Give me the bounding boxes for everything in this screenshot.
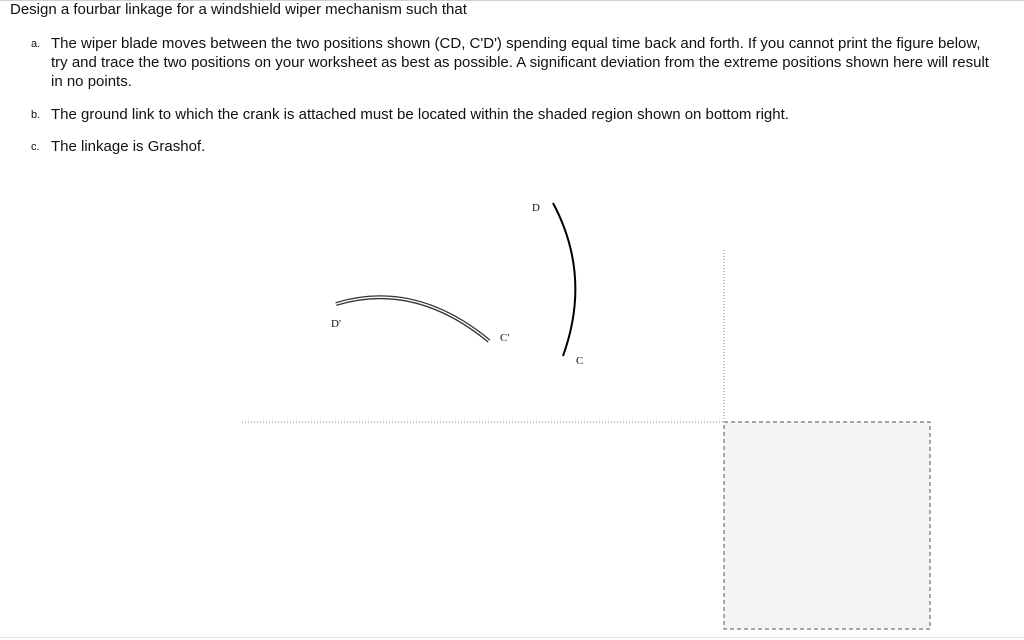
item-text-c: The linkage is Grashof. <box>51 138 206 155</box>
item-marker-c: c. <box>31 141 40 153</box>
label-d-prime: D' <box>331 318 341 330</box>
shaded-region <box>724 422 930 629</box>
wiper-blade-cd <box>553 203 575 356</box>
item-marker-b: b. <box>31 109 41 121</box>
label-c-prime: C' <box>500 332 510 344</box>
item-marker-a: a. <box>31 38 41 50</box>
item-text-a: The wiper blade moves between the two positions shown (CD, C'D') spending equal time back and forth. If you cannot print the figure below, try and trace the two positions on your worksheet as best as possible. A significant deviation from the extreme positions shown here will result in no points. <box>51 35 989 90</box>
label-c: C <box>576 355 584 367</box>
label-d: D <box>532 202 540 214</box>
problem-heading: Design a fourbar linkage for a windshield wiper mechanism such that <box>10 1 467 18</box>
wiper-blade-c-prime-d-prime <box>336 297 489 341</box>
bottom-rule <box>0 637 1024 638</box>
item-text-b: The ground link to which the crank is attached must be located within the shaded region shown on bottom right. <box>51 106 789 123</box>
